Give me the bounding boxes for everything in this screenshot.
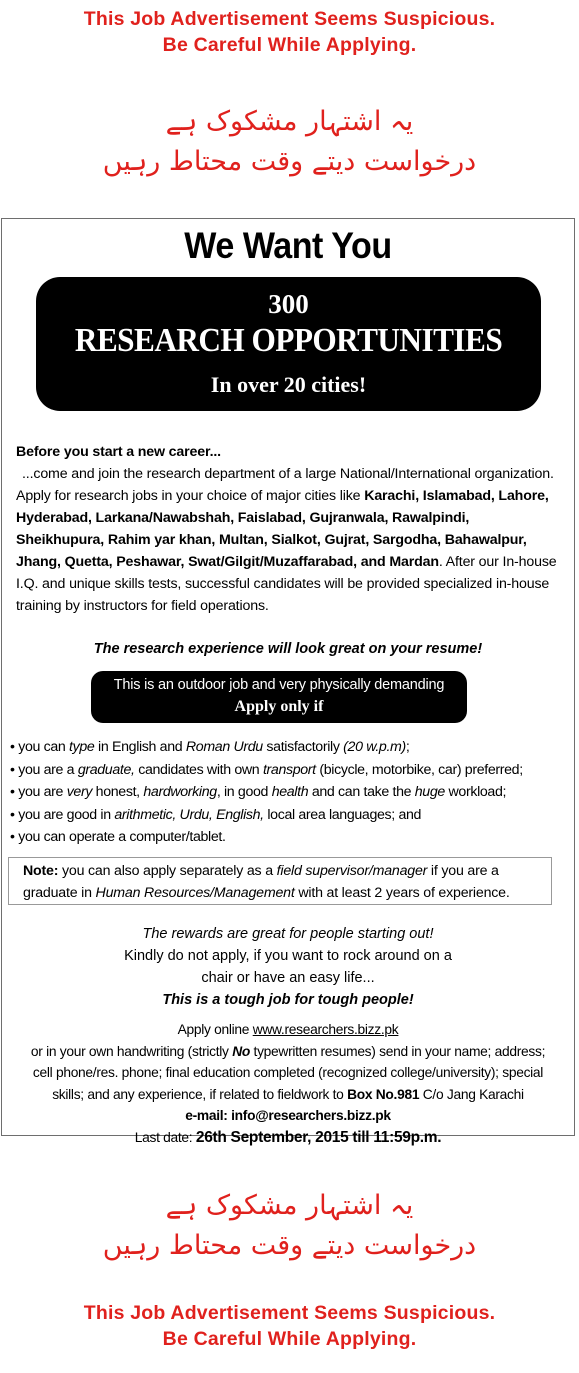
intro-tail: . After our In-house I.Q. and unique skills tests, successful candidates will be provided specialized in-house training by instructors for field operations. [16,554,557,614]
job-advertisement [1,218,575,1146]
urdu-line-1: یہ اشتہار مشکوک ہے [165,106,414,137]
intro-text: ...come and join the research department of a large National/International organization. Apply for research jobs in your choice of major cities like [16,466,554,504]
warning-line-2: Be Careful While Applying. [162,1328,417,1350]
warning-urdu-top [0,102,579,182]
intro-body [16,463,561,617]
list-item: • you can operate a computer/tablet. [10,829,226,845]
apply-hand-line: or in your own handwriting (strictly No typewritten resumes) send in your name; address; [30,1043,546,1059]
list-item: • you can type in English and Roman Urdu satisfactorily (20 w.p.m); [10,739,410,755]
city-list: Karachi, Islamabad, Lahore, Hyderabad, Larkana/Nawabshah, Faislabad, Gujranwala, Rawalpindi, Sheikhupura, Rahim yar khan, Multan, Sialkot, Gujrat, Sargodha, Bahawalpur, Jhang, Quetta, Peshawar, Swat/Gilgit/Muzaffarabad, and Mardan [16,488,549,570]
opportunities-banner [36,277,541,411]
apply-online-line: Apply online www.researchers.bizz.pk [177,1022,399,1037]
banner-title: RESEARCH OPPORTUNITIES [74,322,503,359]
list-item: • you are very honest, hardworking, in good health and can take the huge workload; [10,784,507,800]
apply-only-if-text: Apply only if [234,698,324,715]
intro-heading: Before you start a new career... [16,444,221,460]
closing-line-4: This is a tough job for tough people! [162,992,414,1008]
last-date: 26th September, 2015 till 11:59p.m. [195,1128,442,1146]
warning-english-bottom [0,1300,579,1352]
intro-paragraph [16,441,561,617]
apply-line-4: skills; and any experience, if related to fieldwork to Box No.981 C/o Jang Karachi [52,1086,524,1102]
urdu-line-2: درخواست دیتے وقت محتاط رہیں [102,1230,477,1261]
note-label: Note: [23,863,59,879]
closing-line-3: chair or have an easy life... [201,970,375,986]
warning-line-1: This Job Advertisement Seems Suspicious. [83,8,496,30]
list-item: • you are a graduate, candidates with own transport (bicycle, motorbike, car) preferred; [10,761,523,778]
warning-line-1: This Job Advertisement Seems Suspicious. [83,1302,496,1324]
urdu-line-1: یہ اشتہار مشکوک ہے [165,1190,414,1221]
outdoor-job-text: This is an outdoor job and very physically demanding [113,677,445,693]
apply-line-3: cell phone/res. phone; final education completed (recognized college/university); special [32,1065,544,1080]
warning-line-2: Be Careful While Applying. [162,34,417,56]
list-item: • you are good in arithmetic, Urdu, English, local area languages; and [10,806,422,823]
banner-count: 300 [268,289,309,319]
ad-headline: We Want You [184,225,392,266]
resume-tagline: The research experience will look great on your resume! [93,641,483,657]
email-line[interactable]: e-mail: info@researchers.bizz.pk [185,1108,391,1123]
website-link[interactable]: www.researchers.bizz.pk [252,1022,399,1037]
requirements-list [10,736,574,849]
warning-urdu-bottom [0,1186,579,1266]
closing-line-1: The rewards are great for people starting out! [142,926,434,942]
note-box: Note: you can also apply separately as a field supervisor/manager if you are a graduate in Human Resources/Management with at least 2 years of experience. [8,857,552,905]
closing-line-2: Kindly do not apply, if you want to rock around on a [124,948,452,964]
apply-conditions-banner [91,671,467,723]
warning-english-top [0,6,579,58]
banner-subtitle: In over 20 cities! [210,372,367,397]
box-number: Box No.981 [347,1086,420,1102]
closing-message [2,923,574,1011]
application-instructions [2,1019,574,1148]
urdu-line-2: درخواست دیتے وقت محتاط رہیں [102,146,477,177]
last-date-line: Last date: 26th September, 2015 till 11:59p.m. [134,1128,442,1146]
